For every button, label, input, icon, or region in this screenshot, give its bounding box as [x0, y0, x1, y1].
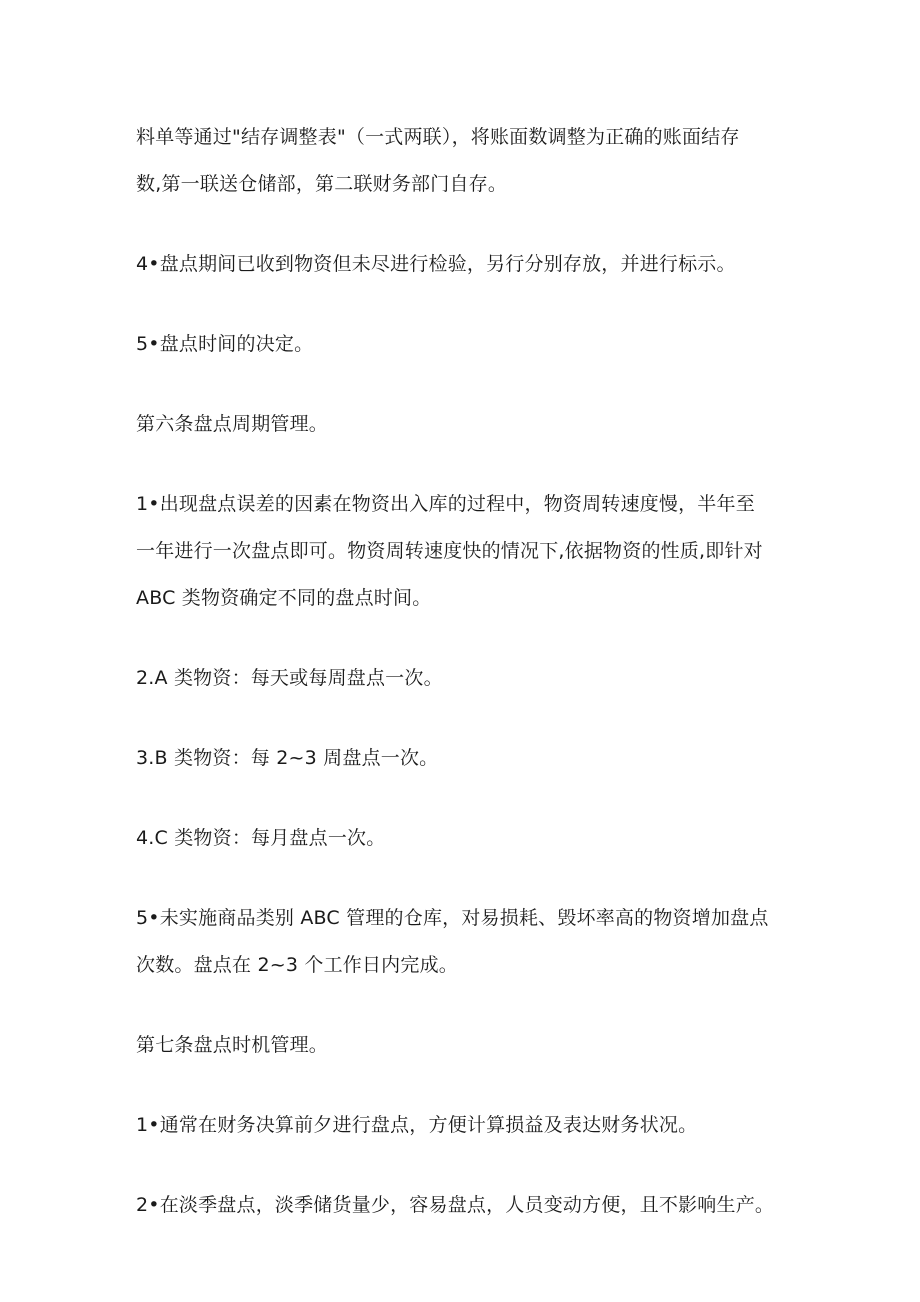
paragraph-line: 4.C 类物资：每月盘点一次。	[136, 827, 386, 849]
paragraph-item-1-before-settlement	[136, 1102, 796, 1149]
paragraph-line: 料单等通过"结存调整表"（一式两联），将账面数调整为正确的账面结存	[136, 126, 740, 148]
paragraph-item-4-uninspected	[136, 241, 796, 288]
paragraph-line: 1•出现盘点误差的因素在物资出入库的过程中，物资周转速度慢，半年至	[136, 493, 755, 515]
paragraph-line: 5•盘点时间的决定。	[136, 333, 314, 355]
section-heading-article-7	[136, 1022, 796, 1069]
paragraph-item-3-class-b	[136, 735, 796, 782]
paragraph-line: ABC 类物资确定不同的盘点时间。	[136, 587, 432, 609]
paragraph-line: 2.A 类物资：每天或每周盘点一次。	[136, 667, 443, 689]
paragraph-item-5-non-abc	[136, 895, 796, 989]
paragraph-line: 4•盘点期间已收到物资但未尽进行检验，另行分别存放，并进行标示。	[136, 253, 736, 275]
paragraph-line: 第七条盘点时机管理。	[136, 1034, 329, 1056]
paragraph-line: 第六条盘点周期管理。	[136, 413, 329, 435]
paragraph-item-2-class-a	[136, 655, 796, 702]
section-heading-article-6	[136, 401, 796, 448]
paragraph-item-2-off-season	[136, 1182, 796, 1229]
paragraph-line: 5•未实施商品类别 ABC 管理的仓库，对易损耗、毁坏率高的物资增加盘点	[136, 907, 769, 929]
paragraph-item-1-cycle	[136, 481, 796, 622]
paragraph-account-adjustment	[136, 114, 796, 208]
paragraph-line: 数,第一联送仓储部，第二联财务部门自存。	[136, 173, 508, 195]
document-body	[136, 114, 796, 1229]
paragraph-line: 3.B 类物资：每 2~3 周盘点一次。	[136, 747, 439, 769]
paragraph-line: 2•在淡季盘点，淡季储货量少，容易盘点，人员变动方便，且不影响生产。	[136, 1194, 775, 1216]
paragraph-line: 一年进行一次盘点即可。物资周转速度快的情况下,依据物资的性质,即针对	[136, 540, 763, 562]
paragraph-line: 次数。盘点在 2~3 个工作日内完成。	[136, 954, 458, 976]
paragraph-item-5-timing	[136, 321, 796, 368]
paragraph-line: 1•通常在财务决算前夕进行盘点，方便计算损益及表达财务状况。	[136, 1114, 698, 1136]
paragraph-item-4-class-c	[136, 815, 796, 862]
